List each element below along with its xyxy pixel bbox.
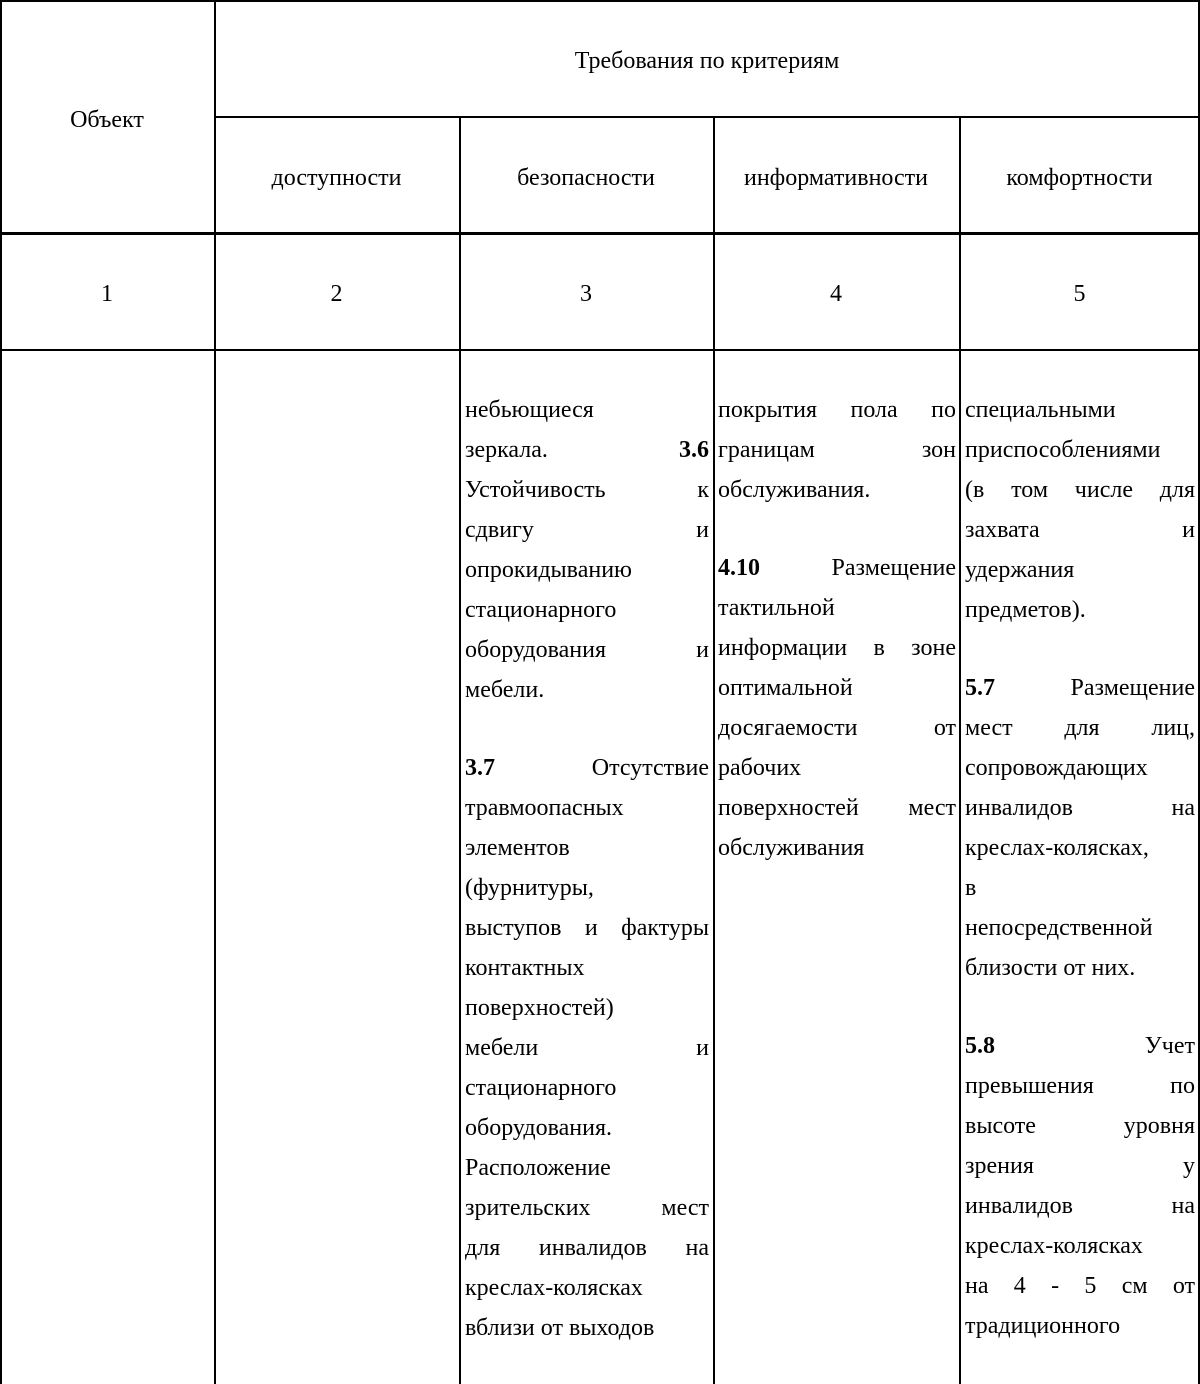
text-line: на 4 - 5 см от — [965, 1273, 1195, 1299]
text-line: 5.8 Учет — [965, 1033, 1195, 1059]
text-line: мебели и — [465, 1035, 709, 1061]
text-line: предметов). — [965, 597, 1086, 623]
text-line: (в том числе для — [965, 477, 1195, 503]
column-number-1: 1 — [101, 281, 113, 307]
text-line: досягаемости от — [718, 715, 956, 741]
numbers-bottom-line — [0, 349, 1200, 351]
blank-line — [965, 988, 1195, 1026]
header-split-line — [214, 116, 1200, 118]
text-line: превышения по — [965, 1073, 1195, 1099]
col-divider-1 — [214, 0, 216, 1384]
text-line: обслуживания — [718, 835, 865, 861]
text-line: оборудования и — [465, 637, 709, 663]
header-object: Объект — [70, 107, 144, 133]
text-line: опрокидыванию — [465, 557, 632, 583]
column-number-4: 4 — [830, 281, 842, 307]
text-line: 4.10 Размещение — [718, 555, 956, 581]
text-line: зеркала. 3.6 — [465, 437, 709, 463]
text-line: непосредственной — [965, 915, 1153, 941]
table-top-border — [0, 0, 1200, 2]
text-line: зрения у — [965, 1153, 1195, 1179]
text-line: захвата и — [965, 517, 1195, 543]
text-line: традиционного — [965, 1313, 1121, 1339]
text-line: стационарного — [465, 597, 617, 623]
text-line: зрительских мест — [465, 1195, 709, 1221]
text-line: креслах-колясках, — [965, 835, 1149, 861]
text-line: оптимальной — [718, 675, 853, 701]
table-left-border — [0, 0, 2, 1384]
text-line: в — [965, 875, 977, 901]
text-line: поверхностей) — [465, 995, 614, 1021]
header-criterion-informativeness: информативности — [743, 165, 929, 191]
clause-number: 5.8 — [965, 1033, 995, 1059]
text-line: для инвалидов на — [465, 1235, 709, 1261]
text-line: границам зон — [718, 437, 956, 463]
blank-line — [965, 630, 1195, 668]
cell-informativeness-text — [718, 390, 956, 868]
text-line: Устойчивость к — [465, 477, 709, 503]
text-line: покрытия пола по — [718, 397, 956, 423]
text-line: элементов — [465, 835, 570, 861]
text-line: приспособлениями — [965, 437, 1161, 463]
clause-number: 5.7 — [965, 675, 995, 701]
text-line: обслуживания. — [718, 477, 871, 503]
clause-number: 3.7 — [465, 755, 495, 781]
header-criterion-accessibility: доступности — [271, 165, 402, 191]
blank-line — [718, 510, 956, 548]
text-line: удержания — [965, 557, 1075, 583]
header-bottom-line — [0, 232, 1200, 235]
column-number-5: 5 — [1073, 281, 1086, 307]
clause-number: 4.10 — [718, 555, 760, 581]
text-line: контактных — [465, 955, 585, 981]
text-line: сдвигу и — [465, 517, 709, 543]
column-number-2: 2 — [330, 281, 343, 307]
header-criterion-safety: безопасности — [517, 165, 655, 191]
column-number-3: 3 — [580, 281, 592, 307]
cell-comfort-text — [965, 390, 1195, 1346]
text-line: 5.7 Размещение — [965, 675, 1195, 701]
header-requirements: Требования по критериям — [574, 48, 840, 74]
text-line: высоте уровня — [965, 1113, 1195, 1139]
text-line: тактильной — [718, 595, 835, 621]
text-line: небьющиеся — [465, 397, 594, 423]
text-line: стационарного — [465, 1075, 617, 1101]
text-line: травмоопасных — [465, 795, 624, 821]
blank-line — [465, 710, 709, 748]
text-line: информации в зоне — [718, 635, 956, 661]
text-line: мест для лиц, — [965, 715, 1195, 741]
text-line: рабочих — [718, 755, 802, 781]
clause-number: 3.6 — [679, 437, 709, 463]
text-line: креслах-колясках — [465, 1275, 643, 1301]
text-line: специальными — [965, 397, 1116, 423]
text-line: инвалидов на — [965, 1193, 1195, 1219]
text-line: креслах-колясках — [965, 1233, 1143, 1259]
text-line: поверхностей мест — [718, 795, 956, 821]
header-criterion-comfort: комфортности — [1006, 165, 1153, 191]
text-line: оборудования. — [465, 1115, 612, 1141]
text-line: близости от них. — [965, 955, 1136, 981]
text-line: 3.7 Отсутствие — [465, 755, 709, 781]
text-line: выступов и фактуры — [465, 915, 709, 941]
text-line: Расположение — [465, 1155, 611, 1181]
text-line: сопровождающих — [965, 755, 1148, 781]
text-line: мебели. — [465, 677, 545, 703]
cell-safety-text — [465, 390, 709, 1348]
text-line: инвалидов на — [965, 795, 1195, 821]
text-line: (фурнитуры, — [465, 875, 594, 901]
text-line: вблизи от выходов — [465, 1315, 655, 1341]
